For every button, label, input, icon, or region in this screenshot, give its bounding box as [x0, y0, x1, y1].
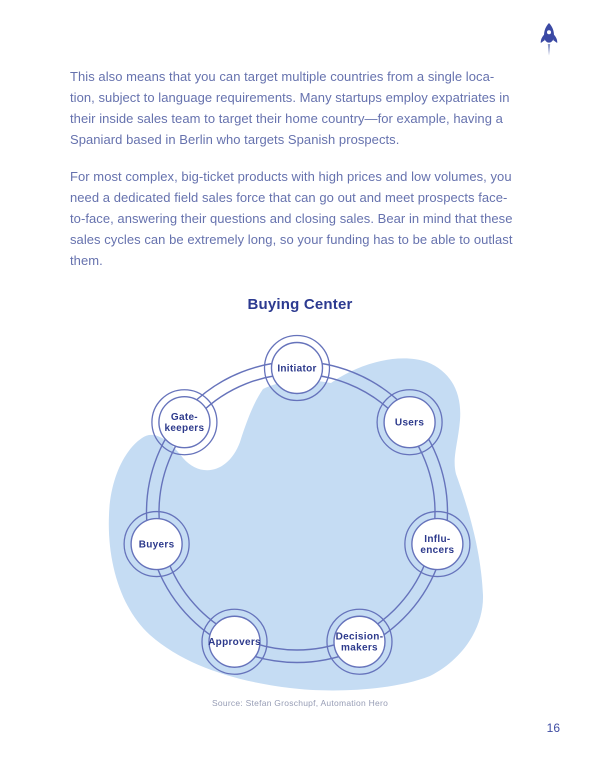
- text-line: Spaniard based in Berlin who targets Spanish prospects.: [70, 132, 400, 147]
- rocket-trail: [548, 44, 550, 56]
- rocket-window: [547, 30, 551, 34]
- text-line: sales cycles can be extremely long, so your funding has to be able to outlast: [70, 232, 513, 247]
- text-line: to-face, answering their questions and closing sales. Bear in mind that these: [70, 211, 513, 226]
- paragraph: [70, 66, 540, 150]
- figure-title: Buying Center: [247, 296, 353, 313]
- buying-center-diagram: [0, 322, 600, 694]
- node-label: Decision-makers: [335, 631, 384, 654]
- text-line: tion, subject to language requirements. Many startups employ expatriates in: [70, 90, 510, 105]
- text-line: For most complex, big-ticket products with high prices and low volumes, you: [70, 169, 512, 184]
- rocket-icon: [537, 22, 561, 58]
- node-label: Users: [394, 417, 425, 429]
- node-label: Buyers: [138, 539, 175, 551]
- page-number: 16: [546, 721, 560, 735]
- body-text: [70, 66, 540, 287]
- text-line: need a dedicated field sales force that can go out and meet prospects face-: [70, 190, 508, 205]
- node-label: Influ-encers: [420, 534, 455, 557]
- figure-source: Source: Stefan Groschupf, Automation Hero: [211, 698, 389, 708]
- node-label: Gate-keepers: [164, 412, 205, 435]
- paragraph: [70, 166, 540, 271]
- text-line: This also means that you can target multiple countries from a single loca-: [70, 69, 495, 84]
- node-label: Approvers: [208, 637, 261, 649]
- node-label: Initiator: [277, 363, 317, 375]
- text-line: their inside sales team to target their home country—for example, having a: [70, 111, 503, 126]
- text-line: them.: [70, 253, 103, 268]
